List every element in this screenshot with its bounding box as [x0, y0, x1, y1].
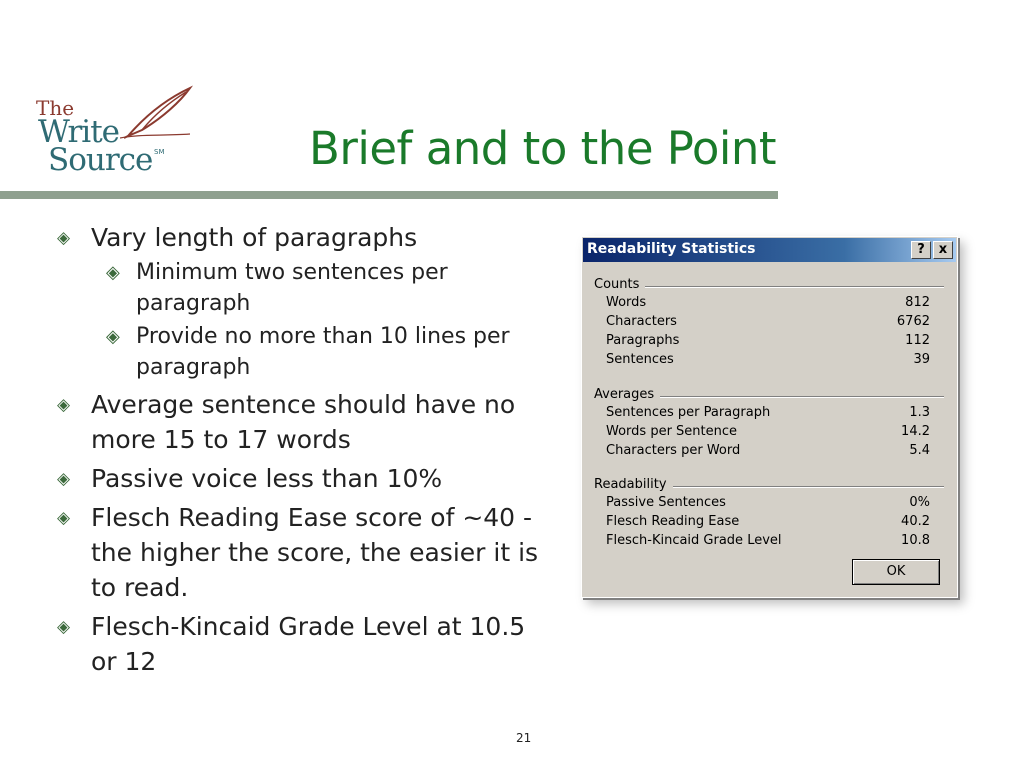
stat-label: Words: [606, 295, 647, 310]
stat-row-words: [594, 295, 944, 314]
readability-header: Readability: [594, 477, 673, 492]
diamond-bullet-icon: ◈: [57, 617, 71, 637]
stat-row-words-per-sentence: [594, 424, 944, 443]
bullet-text: Flesch Reading Ease score of ~40 - the higher the score, the easier it is to read.: [91, 503, 539, 602]
stat-row-flesch-kincaid-grade: [594, 533, 944, 552]
logo-service-mark: SM: [154, 148, 165, 156]
stat-label: Flesch Reading Ease: [606, 514, 740, 529]
stat-value: 112: [905, 333, 930, 348]
stat-row-paragraphs: [594, 333, 944, 352]
close-button[interactable]: x: [933, 241, 953, 259]
stat-row-sentences-per-paragraph: [594, 405, 944, 424]
stat-row-flesch-reading-ease: [594, 514, 944, 533]
stat-value: 812: [905, 295, 930, 310]
readability-section: [594, 477, 944, 552]
quill-pen-icon: [120, 84, 195, 139]
stat-row-characters-per-word: [594, 443, 944, 462]
bullet-item: [56, 461, 548, 496]
sub-bullet-text: Provide no more than 10 lines per paragraph: [136, 324, 510, 380]
stat-value: 5.4: [909, 443, 930, 458]
bullet-text: Average sentence should have no more 15 to 17 words: [91, 390, 516, 454]
diamond-bullet-icon: ◈: [57, 228, 71, 248]
stat-value: 0%: [909, 495, 930, 510]
bullet-text: Flesch-Kincaid Grade Level at 10.5 or 12: [91, 612, 526, 676]
diamond-bullet-icon: ◈: [106, 326, 120, 347]
stat-label: Flesch-Kincaid Grade Level: [606, 533, 782, 548]
help-button[interactable]: ?: [911, 241, 931, 259]
diamond-bullet-icon: ◈: [57, 469, 71, 489]
dialog-title: Readability Statistics: [587, 241, 756, 257]
bullet-item: [56, 220, 548, 255]
stat-label: Words per Sentence: [606, 424, 738, 439]
diamond-bullet-icon: ◈: [106, 262, 120, 283]
bullet-list: [56, 220, 548, 683]
write-source-logo: [30, 84, 200, 184]
slide-title: Brief and to the Point: [309, 122, 777, 175]
stat-label: Sentences per Paragraph: [606, 405, 771, 420]
ok-button[interactable]: OK: [852, 559, 940, 585]
logo-source: Source: [48, 142, 153, 178]
bullet-text: Vary length of paragraphs: [91, 223, 418, 252]
stat-value: 6762: [896, 314, 930, 329]
stat-value: 10.8: [901, 533, 930, 548]
readability-statistics-dialog: [581, 236, 958, 598]
sub-bullet-text: Minimum two sentences per paragraph: [136, 260, 448, 316]
averages-section: [594, 387, 944, 462]
stat-label: Passive Sentences: [606, 495, 726, 510]
bullet-text: Passive voice less than 10%: [91, 464, 443, 493]
counts-header: Counts: [594, 277, 645, 292]
diamond-bullet-icon: ◈: [57, 395, 71, 415]
counts-section: [594, 277, 944, 371]
averages-header: Averages: [594, 387, 660, 402]
bullet-item: [56, 500, 548, 605]
stat-row-passive-sentences: [594, 495, 944, 514]
title-divider: [0, 191, 778, 199]
sub-bullet-item: [106, 257, 548, 319]
stat-value: 14.2: [901, 424, 930, 439]
stat-value: 40.2: [901, 514, 930, 529]
sub-bullet-item: [106, 321, 548, 383]
stat-label: Characters: [606, 314, 677, 329]
logo-write: Write: [38, 114, 120, 150]
stat-label: Characters per Word: [606, 443, 741, 458]
stat-row-sentences: [594, 352, 944, 371]
page-number: 21: [516, 731, 532, 745]
stat-label: Sentences: [606, 352, 674, 367]
diamond-bullet-icon: ◈: [57, 508, 71, 528]
stat-value: 39: [913, 352, 930, 367]
stat-value: 1.3: [909, 405, 930, 420]
stat-label: Paragraphs: [606, 333, 680, 348]
bullet-item: [56, 387, 548, 457]
logo-the: The: [36, 96, 75, 120]
dialog-title-bar: [583, 238, 956, 262]
bullet-item: [56, 609, 548, 679]
stat-row-characters: [594, 314, 944, 333]
